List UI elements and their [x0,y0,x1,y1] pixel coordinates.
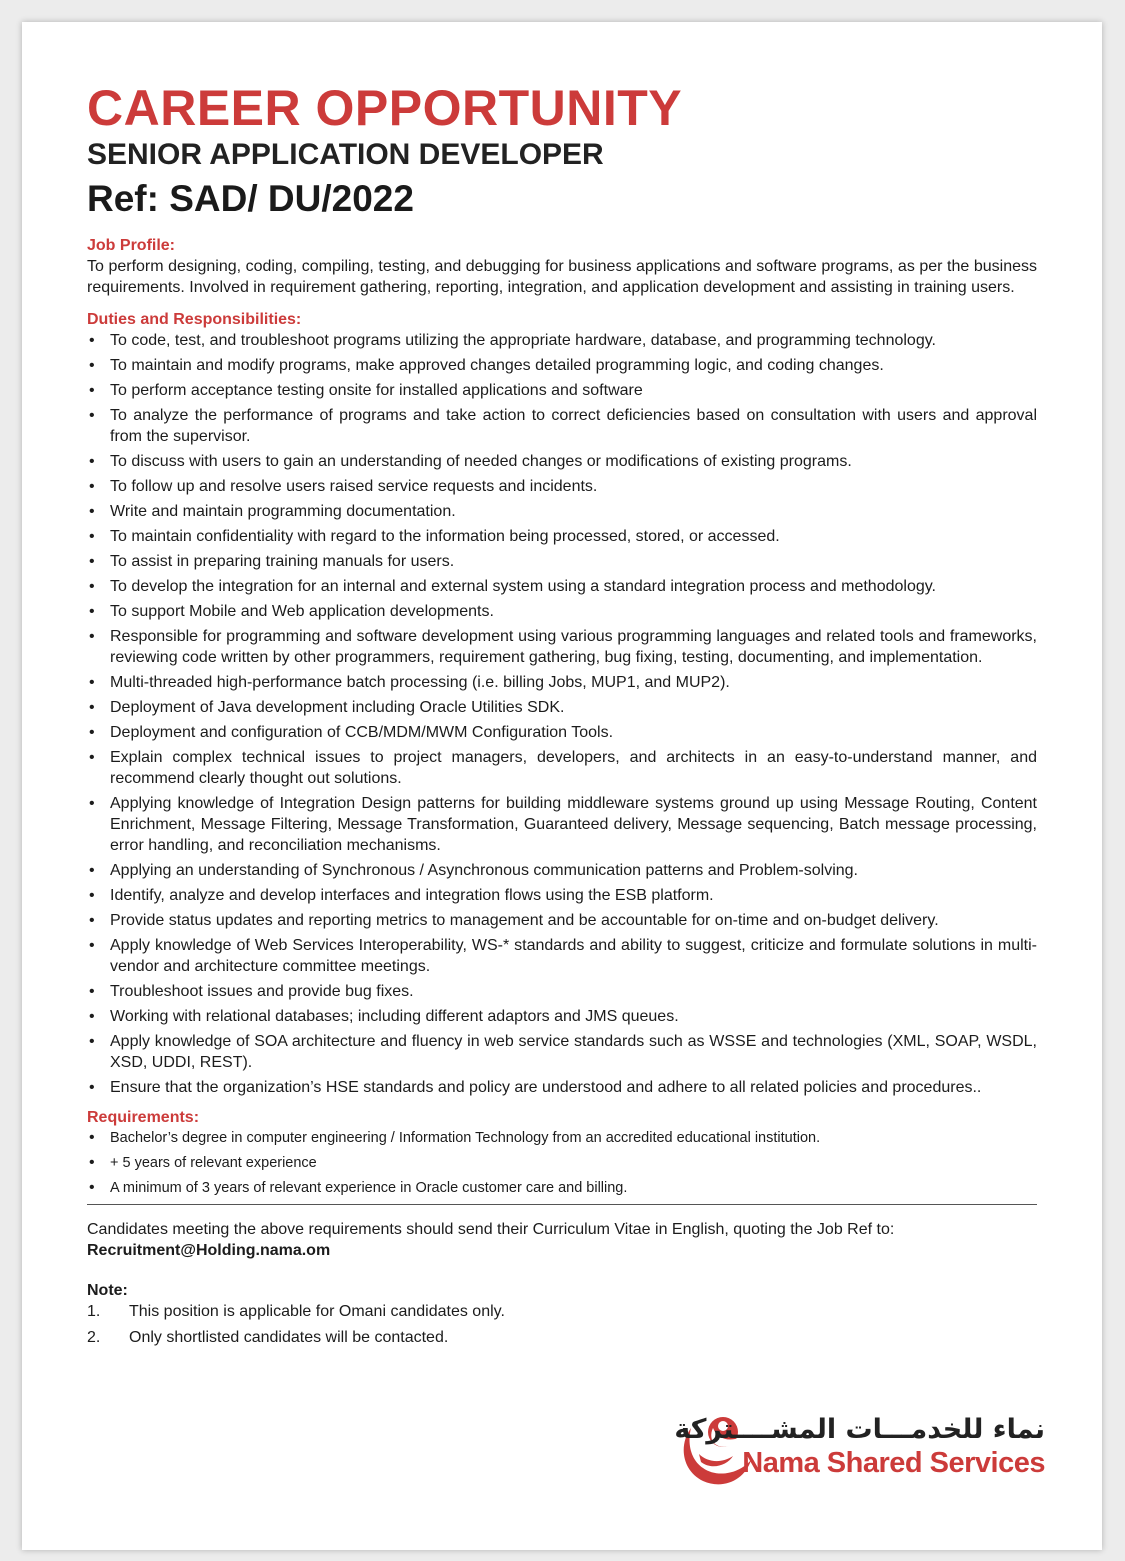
note-number: 2. [87,1329,101,1346]
duty-item: • To develop the integration for an internal and external system using a standard integration process and methodology. [87,576,1037,597]
duty-item: • Responsible for programming and software development using various programming languages and related tools and frameworks, reviewing code written by other programmers, requirement gathering, bug fixing, testing, documenting, and implementation. [87,626,1037,668]
duty-item: • To discuss with users to gain an understanding of needed changes or modifications of existing programs. [87,451,1037,472]
position-title: SENIOR APPLICATION DEVELOPER [87,138,604,171]
duties-section [87,310,1037,1098]
duties-heading: Duties and Responsibilities: [87,311,302,328]
note-number: 1. [87,1303,101,1320]
duty-item: • To support Mobile and Web application developments. [87,601,1037,622]
requirement-item: • A minimum of 3 years of relevant experience in Oracle customer care and billing. [87,1178,1037,1198]
recruitment-email-link[interactable]: Recruitment@Holding.nama.om [87,1242,331,1259]
duty-item: • To perform acceptance testing onsite for installed applications and software [87,380,1037,401]
duty-item: • Multi-threaded high-performance batch processing (i.e. billing Jobs, MUP1, and MUP2). [87,672,1037,693]
note-text: This position is applicable for Omani candidates only. [129,1303,505,1320]
duties-list [87,330,1037,1098]
job-reference: Ref: SAD/ DU/2022 [87,178,414,219]
document-page [22,22,1102,1550]
duty-item: • Applying an understanding of Synchronous / Asynchronous communication patterns and Problem-solving. [87,860,1037,881]
note-item [87,1327,1037,1348]
document-content [87,82,1037,1353]
note-text: Only shortlisted candidates will be contacted. [129,1329,449,1346]
note-heading: Note: [87,1282,128,1299]
duty-item: • Working with relational databases; including different adaptors and JMS queues. [87,1006,1037,1027]
duty-item: • Ensure that the organization’s HSE standards and policy are understood and adhere to all related policies and procedures.. [87,1077,1037,1098]
duty-item: • To follow up and resolve users raised service requests and incidents. [87,476,1037,497]
requirements-section [87,1108,1037,1198]
duty-item: • To maintain confidentiality with regard to the information being processed, stored, or accessed. [87,526,1037,547]
duty-item: • Apply knowledge of Web Services Interoperability, WS-* standards and ability to suggest, criticize and formulate solutions in multi-vendor and architecture committee meetings. [87,935,1037,977]
job-profile-text: To perform designing, coding, compiling, testing, and debugging for business applications and software programs, as per the business requirements. Involved in requirement gathering, reporting, integration, and application development and assisting in training users. [87,258,1037,296]
duty-item: • To analyze the performance of programs and take action to correct deficiencies based on consultation with users and approval from the supervisor. [87,405,1037,447]
note-item [87,1301,1037,1322]
duty-item: • Identify, analyze and develop interfaces and integration flows using the ESB platform. [87,885,1037,906]
note-list [87,1301,1037,1348]
application-text: Candidates meeting the above requirements should send their Curriculum Vitae in English, quoting the Job Ref to: [87,1221,895,1238]
duty-item: • Provide status updates and reporting metrics to management and be accountable for on-time and on-budget delivery. [87,910,1037,931]
page-title: CAREER OPPORTUNITY [87,80,683,136]
job-profile-heading: Job Profile: [87,237,176,254]
requirements-list [87,1128,1037,1198]
divider [87,1204,1037,1205]
duty-item: • Apply knowledge of SOA architecture and fluency in web service standards such as WSSE and technologies (XML, SOAP, WSDL, XSD, UDDI, REST). [87,1031,1037,1073]
logo-english-text: Nama Shared Services [742,1447,1045,1479]
duty-item: • To assist in preparing training manuals for users. [87,551,1037,572]
duty-item: • Write and maintain programming documentation. [87,501,1037,522]
duty-item: • Deployment and configuration of CCB/MDM/MWM Configuration Tools. [87,722,1037,743]
duty-item: • Applying knowledge of Integration Design patterns for building middleware systems ground up using Message Routing, Content Enrichment, Message Filtering, Message Transformation, Guaranteed delivery, Message sequencing, Batch message processing, error handling, and reconciliation mechanisms. [87,793,1037,856]
application-instructions [87,1219,1037,1261]
job-profile-section [87,236,1037,298]
duty-item: • To code, test, and troubleshoot programs utilizing the appropriate hardware, database, and programming technology. [87,330,1037,351]
duty-item: • Deployment of Java development including Oracle Utilities SDK. [87,697,1037,718]
duty-item: • Explain complex technical issues to project managers, developers, and architects in an easy-to-understand manner, and recommend clearly thought out solutions. [87,747,1037,789]
duty-item: • Troubleshoot issues and provide bug fixes. [87,981,1037,1002]
requirements-heading: Requirements: [87,1109,200,1126]
duty-item: • To maintain and modify programs, make approved changes detailed programming logic, and coding changes. [87,355,1037,376]
requirement-item: • + 5 years of relevant experience [87,1153,1037,1173]
requirement-item: • Bachelor’s degree in computer engineering / Information Technology from an accredited educational institution. [87,1128,1037,1148]
nama-logo [674,1410,1047,1488]
logo-arabic-text: نماء للخدمـــات المشــــتركة [674,1414,1045,1445]
